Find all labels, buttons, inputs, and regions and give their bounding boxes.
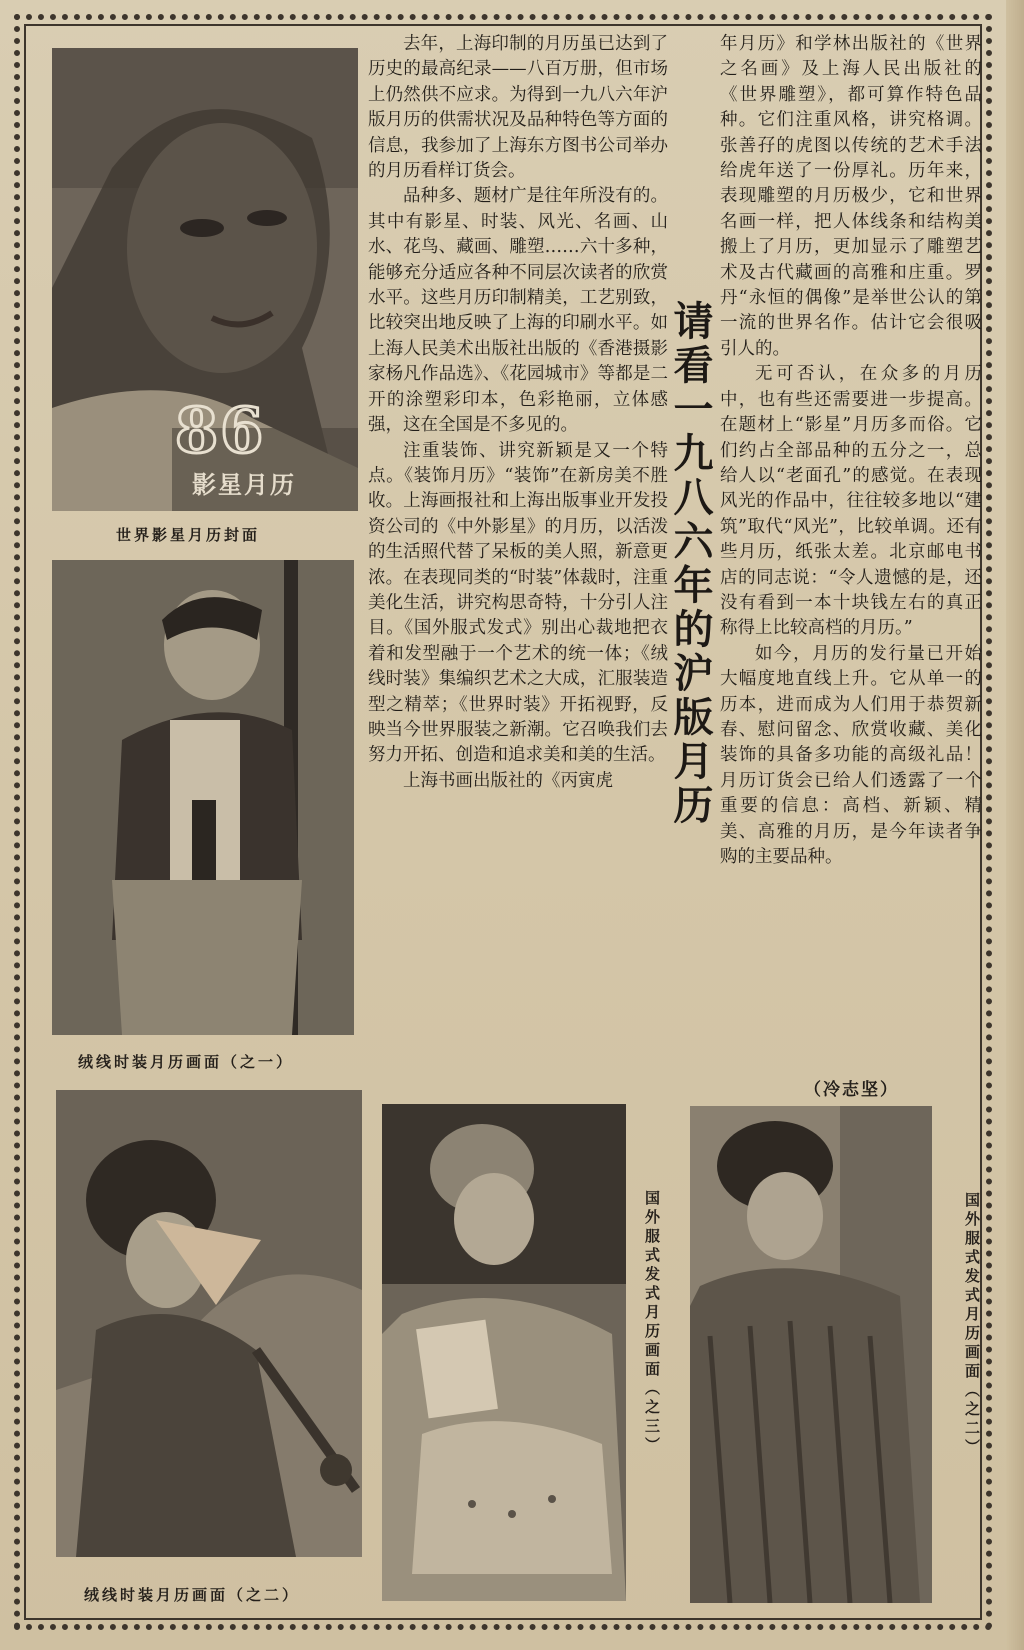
photo-knit-fashion-1: [52, 560, 354, 1035]
paragraph: 品种多、题材广是往年所没有的。其中有影星、时装、风光、名画、山水、花鸟、藏画、雕塑……六十多种，能够充分适应各种不同层次读者的欣赏水平。这些月历印制精美，工艺别致，比较突出地反映了上海的印刷水平。如上海人民美术出版社出版的《香港摄影家杨凡作品选》、《花园城市》等都是二开的涂塑彩印本，色彩艳丽，立体感强，这在全国是不多见的。: [368, 186, 668, 436]
paragraph: 如今，月历的发行量已开始大幅度地直线上升。它从单一的历本，进而成为人们用于恭贺新春、慰问留念、欣赏收藏、美化装饰的具备多功能的高级礼品！月历订货会已给人们透露了一个重要的信息：高档、新颖、精美、高雅的月历，是今年读者争购的主要品种。: [720, 643, 982, 867]
caption-knit-fashion-2: 绒线时装月历画面（之二）: [84, 1586, 301, 1604]
caption-foreign-style-3: 国外服式发式月历画面（之三）: [643, 1190, 661, 1456]
caption-foreign-style-2: 国外服式发式月历画面（之二）: [963, 1192, 981, 1458]
cover-number: 86: [175, 394, 266, 467]
paragraph: 年月历》和学林出版社的《世界之名画》及上海人民出版社的《世界雕塑》，都可算作特色品种。它们注重风格，讲究格调。张善孖的虎图以传统的艺术手法给虎年送了一份厚礼。历年来，表现雕塑的月历极少，它和世界名画一样，把人体线条和结构美搬上了月历，更加显示了雕塑艺术及古代藏画的高雅和庄重。罗丹“永恒的偶像”是举世公认的第一流的世界名作。估计它会很吸引人的。: [720, 34, 982, 359]
paragraph: 无可否认，在众多的月历中，也有些还需要进一步提高。在题材上“影星”月历多而俗。它们约占全部品种的五分之一，总给人以“老面孔”的感觉。在表现风光的作品中，往往较多地以“建筑”取代“风光”，比较单调。还有些月历，纸张太差。北京邮电书店的同志说：“令人遗憾的是，还没有看到一本十块钱左右的真正称得上比较高档的月历。”: [720, 364, 982, 639]
page-edge: [1006, 0, 1024, 1650]
paragraph: 注重装饰、讲究新颖是又一个特点。《装饰月历》“装饰”在新房美不胜收。上海画报社和上海出版事业开发投资公司的《中外影星》的月历，以活泼的生活照代替了呆板的美人照，新意更浓。在表现同类的“时装”体裁时，注重美化生活，讲究构思奇特，十分引人注目。《国外服式发式》别出心裁地把衣着和发型融于一个艺术的统一体；《绒线时装》集编织艺术之大成，汇服装造型之精萃；《世界时装》开拓视野，反映当今世界服装之新潮。它召唤我们去努力开拓、创造和追求美和美的生活。: [368, 440, 668, 766]
article-author: （冷志坚）: [804, 1080, 899, 1100]
caption-knit-fashion-1: 绒线时装月历画面（之一）: [78, 1053, 295, 1071]
caption-film-star-cover: 世界影星月历封面: [116, 526, 261, 544]
photo-foreign-style-3: [382, 1104, 626, 1601]
article-body-column-2: [720, 32, 982, 870]
photo-knit-fashion-2: [56, 1090, 362, 1557]
paragraph: 上海书画出版社的《丙寅虎: [403, 770, 613, 791]
paragraph: 去年，上海印制的月历虽已达到了历史的最高纪录——八百万册，但市场上仍然供不应求。为得到一九八六年沪版月历的供需状况及品种特色等方面的信息，我参加了上海东方图书公司举办的月历看样订货会。: [368, 34, 668, 182]
photo-knit-fashion-2-image: [56, 1090, 362, 1557]
photo-foreign-style-2: [690, 1106, 932, 1603]
cover-label: 影星月历: [192, 471, 296, 499]
article-headline: 请看一九八六年的沪版月历: [667, 300, 713, 828]
photo-knit-fashion-1-image: [52, 560, 354, 1035]
article-body-column-1: [368, 32, 668, 794]
photo-foreign-style-2-image: [690, 1106, 932, 1603]
photo-foreign-style-3-image: [382, 1104, 626, 1601]
